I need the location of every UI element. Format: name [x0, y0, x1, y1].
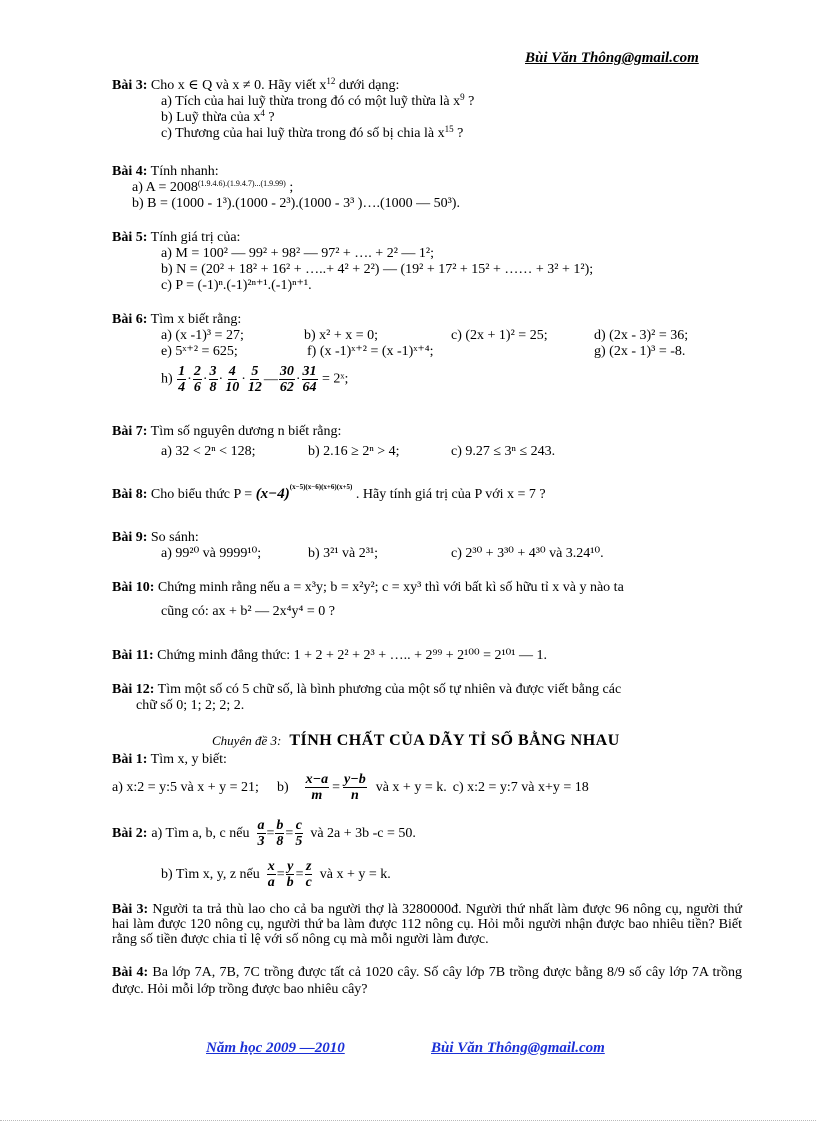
section-heading: [212, 732, 620, 750]
exercise-5: [112, 230, 712, 294]
item-a: a) 32 < 2ⁿ < 128;: [161, 444, 256, 459]
exercise-8: [112, 483, 732, 503]
expression: (x−4): [255, 486, 290, 502]
operator: ·: [218, 371, 224, 387]
denominator: 8: [209, 380, 217, 395]
denominator: 4: [178, 380, 186, 395]
exercise-label: Bài 8:: [112, 487, 148, 502]
numerator: c: [295, 818, 302, 833]
text: So sánh:: [150, 530, 199, 545]
text: Chứng minh rằng nếu a = x³y; b = x²y²; c = xy³ thì với bất kì số hữu tỉ x và y nào ta: [157, 580, 624, 595]
fraction: [177, 364, 186, 395]
text: h): [161, 371, 173, 387]
fraction: [343, 772, 367, 803]
exponent: 9: [460, 92, 465, 102]
text: và x + y = k.: [319, 866, 391, 882]
text: và x + y = k.: [375, 779, 447, 795]
text: Chứng minh đẳng thức: 1 + 2 + 2² + 2³ + ….. + 2⁹⁹ + 2¹⁰⁰ = 2¹⁰¹ — 1.: [157, 648, 547, 663]
item-b: b) Luỹ thừa của x: [161, 110, 261, 125]
section-exercise-3: [112, 902, 742, 947]
section-exercise-2: [112, 818, 718, 890]
item-a: a) 99²⁰ và 9999¹⁰;: [161, 546, 262, 561]
text: cũng có: ax + b² — 2x⁴y⁴ = 0 ?: [161, 604, 335, 619]
fraction: [193, 364, 202, 395]
exercise-label: Bài 10:: [112, 580, 155, 595]
denominator: 6: [193, 380, 201, 395]
fraction: [267, 859, 276, 890]
numerator: y−b: [344, 772, 366, 787]
denominator: 3: [257, 834, 265, 849]
numerator: x−a: [305, 772, 329, 787]
exponent: (1.9.4.6).(1.9.4.7)...(1.9.99): [197, 179, 286, 188]
denominator: 8: [276, 834, 284, 849]
numerator: 2: [193, 364, 201, 379]
item-a: a) M = 100² — 99² + 98² — 97² + …. + 2² — 1²;: [161, 246, 434, 261]
operator: ·: [295, 371, 301, 387]
fraction: [305, 772, 329, 803]
item-b: b): [276, 779, 289, 795]
denominator: 10: [225, 380, 240, 395]
denominator: 62: [279, 380, 294, 395]
exercise-label: Bài 7:: [112, 424, 148, 439]
item-b: b) x² + x = 0;: [304, 328, 379, 343]
operator: ·: [241, 371, 246, 387]
exercise-label: Bài 3:: [112, 78, 148, 93]
numerator: 30: [279, 364, 294, 379]
numerator: x: [267, 859, 275, 874]
exercise-label: Bài 6:: [112, 312, 148, 327]
numerator: 5: [251, 364, 259, 379]
exercise-label: Bài 2:: [112, 825, 148, 841]
item-b: b) B = (1000 - 1³).(1000 - 2³).(1000 - 3³ )….(1000 — 50³).: [132, 196, 460, 211]
item-d: d) (2x - 3)² = 36;: [594, 328, 689, 343]
text: và 2a + 3b -c = 50.: [310, 825, 416, 841]
fraction: [279, 364, 295, 395]
numerator: a: [257, 818, 265, 833]
text: ?: [464, 94, 475, 109]
item-c: c) (2x + 1)² = 25;: [451, 328, 548, 343]
item-c: c) x:2 = y:7 và x+y = 18: [452, 779, 589, 795]
item-b: b) N = (20² + 18² + 16² + …..+ 4² + 2²) — (19² + 17² + 15² + …… + 3² + 1²);: [161, 262, 594, 277]
exponent: 12: [326, 76, 336, 86]
text: dưới dạng:: [335, 78, 400, 93]
item-c: c) 9.27 ≤ 3ⁿ ≤ 243.: [451, 444, 556, 459]
fraction: [247, 364, 263, 395]
item-a: a) Tích của hai luỹ thừa trong đó có một luỹ thừa là x: [161, 94, 461, 109]
exercise-4: [112, 164, 712, 212]
text: Tính nhanh:: [150, 164, 219, 179]
text: Tìm x, y biết:: [150, 752, 227, 767]
denominator: b: [286, 875, 294, 890]
fraction: [294, 818, 303, 849]
text: ?: [453, 126, 464, 141]
text: Tính giá trị của:: [150, 230, 241, 245]
text: Người ta trả thù lao cho cả ba người thợ là 3280000đ. Người thứ nhất làm được 96 nông cụ, người thứ hai làm được 120 nông cụ, người thứ ba làm được 112 nông cụ. Hỏi mỗi người nhận được bao nhiêu tiền? Biết rằng số tiền được chia tỉ lệ với số nông cụ mà mỗi người làm được.: [112, 902, 742, 947]
exercise-7: [112, 424, 712, 462]
denominator: 64: [302, 380, 317, 395]
exponent: 15: [444, 124, 454, 134]
fraction: [224, 364, 240, 395]
operator: =: [266, 825, 275, 841]
exercise-3: [112, 78, 712, 142]
text: Tìm x biết rằng:: [150, 312, 242, 327]
numerator: 1: [178, 364, 186, 379]
operator: =: [295, 866, 304, 882]
denominator: a: [267, 875, 275, 890]
item-a: a) (x -1)³ = 27;: [161, 328, 244, 343]
denominator: 12: [247, 380, 262, 395]
item-b: b) 2.16 ≥ 2ⁿ > 4;: [308, 444, 400, 459]
item-b: b) Tìm x, y, z nếu: [161, 866, 260, 882]
numerator: 4: [228, 364, 236, 379]
fraction: [302, 364, 318, 395]
denominator: 5: [295, 834, 303, 849]
exercise-label: Bài 12:: [112, 682, 155, 697]
text: ;: [285, 180, 294, 195]
fraction: [257, 818, 266, 849]
exercise-label: Bài 11:: [112, 648, 154, 663]
item-a: a) x:2 = y:5 và x + y = 21;: [112, 779, 259, 795]
page-bottom-divider: [0, 1120, 816, 1121]
exercise-label: Bài 4:: [112, 164, 148, 179]
fraction-sequence: [256, 818, 305, 849]
footer-email: Bùi Văn Thông@gmail.com: [431, 1040, 605, 1056]
exercise-label: Bài 1:: [112, 752, 148, 767]
fraction-sequence: [176, 364, 318, 395]
fraction: [209, 364, 218, 395]
item-a: a) A = 2008: [132, 180, 198, 195]
section-title: TÍNH CHẤT CỦA DÃY TỈ SỐ BẰNG NHAU: [289, 732, 620, 749]
exponent: 4: [260, 108, 265, 118]
exercise-label: Bài 3:: [112, 902, 149, 917]
item-f: f) (x -1)ˣ⁺² = (x -1)ˣ⁺⁴;: [307, 344, 434, 359]
fraction-sequence: [266, 859, 314, 890]
operator: =: [276, 866, 285, 882]
footer-year: Năm học 2009 —2010: [206, 1040, 345, 1056]
text: Cho x ∈ Q và x ≠ 0. Hãy viết x: [150, 78, 327, 93]
denominator: m: [311, 788, 323, 803]
text: Tìm số nguyên dương n biết rằng:: [150, 424, 342, 439]
text: Ba lớp 7A, 7B, 7C trồng được tất cả 1020 cây. Số cây lớp 7B trồng được bằng 8/9 số cây lớp 7A trồng được. Hỏi mỗi lớp trồng được bao nhiêu cây?: [112, 965, 743, 997]
numerator: b: [276, 818, 284, 833]
section-exercise-1: Bài 1: Tìm x, y biết: a) x:2 = y:5 và x + y = 21; b) $\frac{x-a}{m}$ = $\frac{y-b}{n}$ và x + y = k. c) x:2 = y:7 và x+y = 18: [112, 752, 589, 803]
exercise-6: [112, 312, 712, 395]
exercise-label: Bài 9:: [112, 530, 148, 545]
text: = 2ˣ;: [322, 371, 349, 387]
numerator: y: [287, 859, 294, 874]
item-c: c) Thương của hai luỹ thừa trong đó số bị chia là x: [161, 126, 445, 141]
text: Tìm một số có 5 chữ số, là bình phương của một số tự nhiên và được viết bằng các: [157, 682, 622, 697]
fraction: [275, 818, 284, 849]
item-c: c) 2³⁰ + 3³⁰ + 4³⁰ và 3.24¹⁰.: [451, 546, 604, 561]
exercise-10: [112, 580, 718, 620]
operator: —: [263, 371, 278, 387]
operator: ·: [187, 371, 192, 387]
operator: ·: [202, 371, 208, 387]
text: ?: [264, 110, 275, 125]
fraction: [286, 859, 295, 890]
item-h: [112, 364, 712, 395]
item-b: b) 3²¹ và 2³¹;: [308, 546, 379, 561]
section-exercise-4: [112, 964, 742, 998]
item-c: c) P = (-1)ⁿ.(-1)²ⁿ⁺¹.(-1)ⁿ⁺¹.: [161, 278, 312, 293]
numerator: z: [305, 859, 312, 874]
exercise-label: Bài 5:: [112, 230, 148, 245]
item-a: a) Tìm a, b, c nếu: [151, 825, 250, 841]
denominator: n: [350, 788, 359, 803]
fraction: [305, 859, 313, 890]
exercise-12: [112, 682, 718, 714]
numerator: 31: [302, 364, 317, 379]
exercise-11: [112, 648, 718, 664]
denominator: c: [305, 875, 312, 890]
operator: =: [285, 825, 294, 841]
exercise-9: [112, 530, 712, 562]
text: chữ số 0; 1; 2; 2; 2.: [136, 698, 245, 713]
item-e: e) 5ˣ⁺² = 625;: [161, 344, 238, 359]
exponent: (x−5)(x−6)(x+6)(x+5): [289, 483, 353, 491]
item-g: g) (2x - 1)³ = -8.: [594, 344, 686, 359]
text: . Hãy tính giá trị của P với x = 7 ?: [355, 487, 546, 502]
exercise-label: Bài 4:: [112, 965, 149, 980]
text: Cho biểu thức P =: [150, 487, 253, 502]
numerator: 3: [209, 364, 217, 379]
section-prefix: Chuyên đề 3:: [212, 733, 282, 748]
header-email: Bùi Văn Thông@gmail.com: [525, 50, 699, 66]
